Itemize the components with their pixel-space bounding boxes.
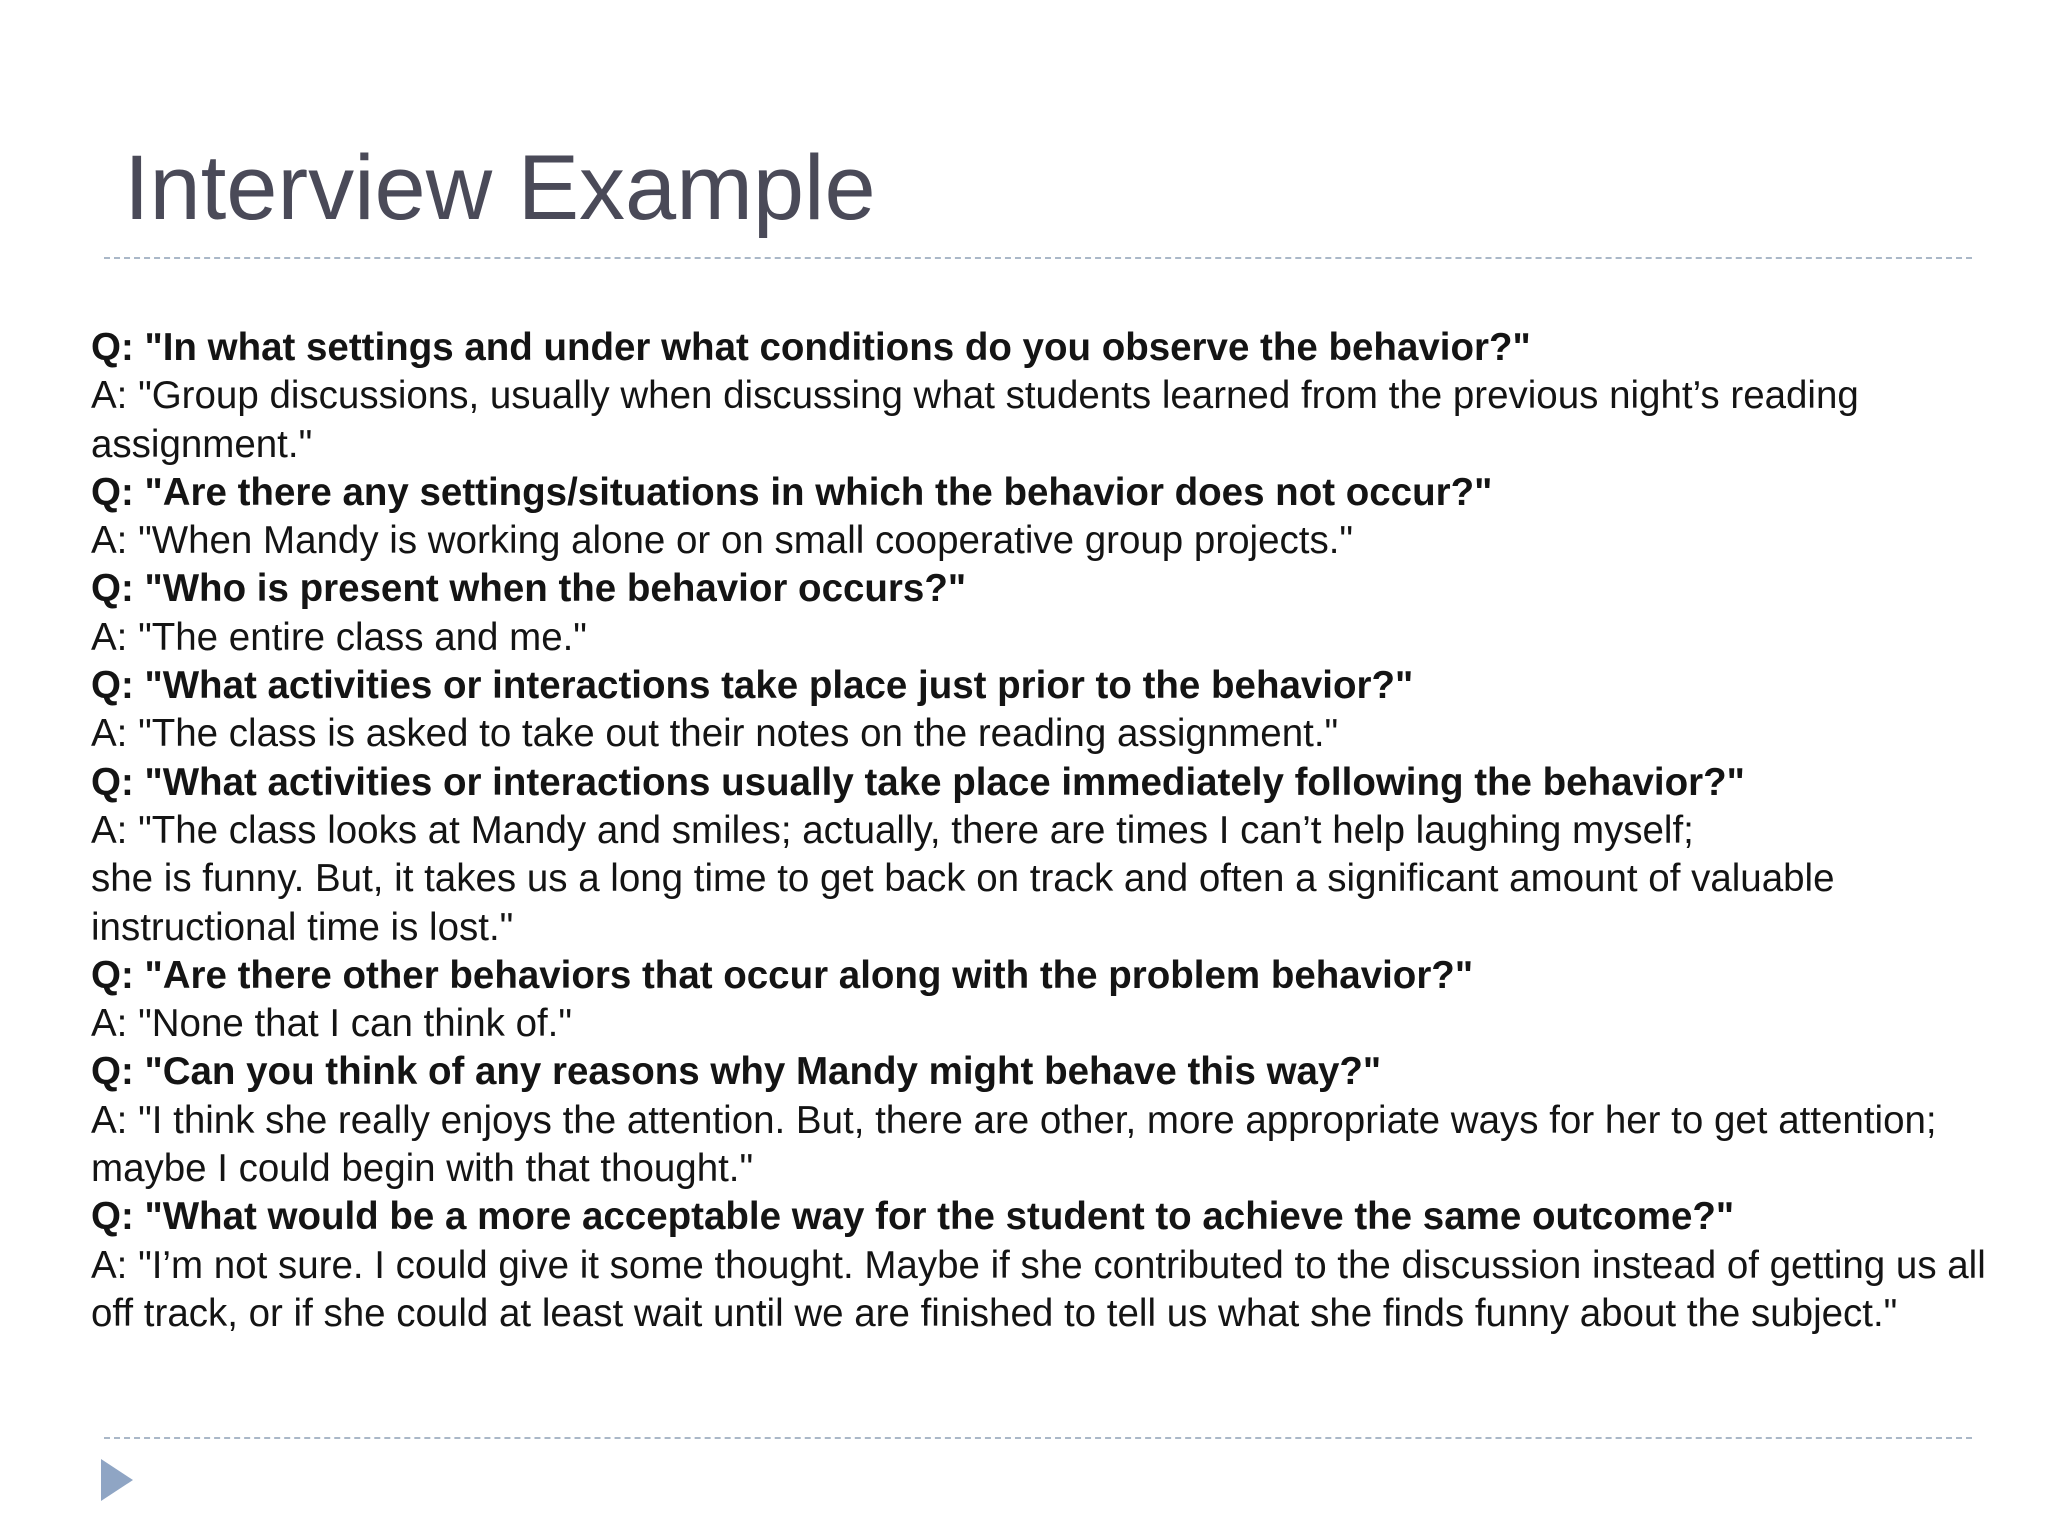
triangle-right-shape <box>101 1459 133 1501</box>
question-1: Q: "In what settings and under what conditions do you observe the behavior?" <box>91 326 1531 369</box>
answer-1: A: "Group discussions, usually when discussing what students learned from the previous night’s reading assignment." <box>91 374 1859 466</box>
question-6: Q: "Are there other behaviors that occur along with the problem behavior?" <box>91 953 1474 997</box>
question-5: Q: "What activities or interactions usually take place immediately following the behavior?" <box>91 760 1745 804</box>
slide-title: Interview Example <box>124 137 876 239</box>
answer-2: A: "When Mandy is working alone or on small cooperative group projects." <box>91 519 1354 563</box>
question-7: Q: "Can you think of any reasons why Mandy might behave this way?" <box>91 1050 1382 1094</box>
answer-5-line-1: A: "The class looks at Mandy and smiles; actually, there are times I can’t help laughing myself; <box>91 808 1694 852</box>
answer-7: A: "I think she really enjoys the attention. But, there are other, more appropriate ways for her to get attention; maybe I could begin with that thought." <box>91 1098 1937 1191</box>
question-8: Q: "What would be a more acceptable way for the student to achieve the same outcome?" <box>91 1195 1735 1239</box>
triangle-right-icon <box>101 1459 133 1501</box>
question-3: Q: "Who is present when the behavior occurs?" <box>91 567 967 611</box>
answer-5-line-2: she is funny. But, it takes us a long time to get back on track and often a significant amount of valuable instructional time is lost." <box>91 857 1835 949</box>
interview-qa-list <box>91 324 1991 1338</box>
answer-3: A: "The entire class and me." <box>91 615 587 659</box>
question-4: Q: "What activities or interactions take place just prior to the behavior?" <box>91 664 1414 708</box>
answer-6: A: "None that I can think of." <box>91 1002 573 1046</box>
answer-8: A: "I’m not sure. I could give it some thought. Maybe if she contributed to the discussion instead of getting us all off track, or if she could at least wait until we are finished to tell us what she finds funny about the subject." <box>91 1243 1986 1335</box>
question-2: Q: "Are there any settings/situations in which the behavior does not occur?" <box>91 470 1493 514</box>
title-divider <box>104 257 1972 259</box>
footer-divider <box>104 1437 1972 1439</box>
answer-4: A: "The class is asked to take out their notes on the reading assignment." <box>91 712 1339 756</box>
